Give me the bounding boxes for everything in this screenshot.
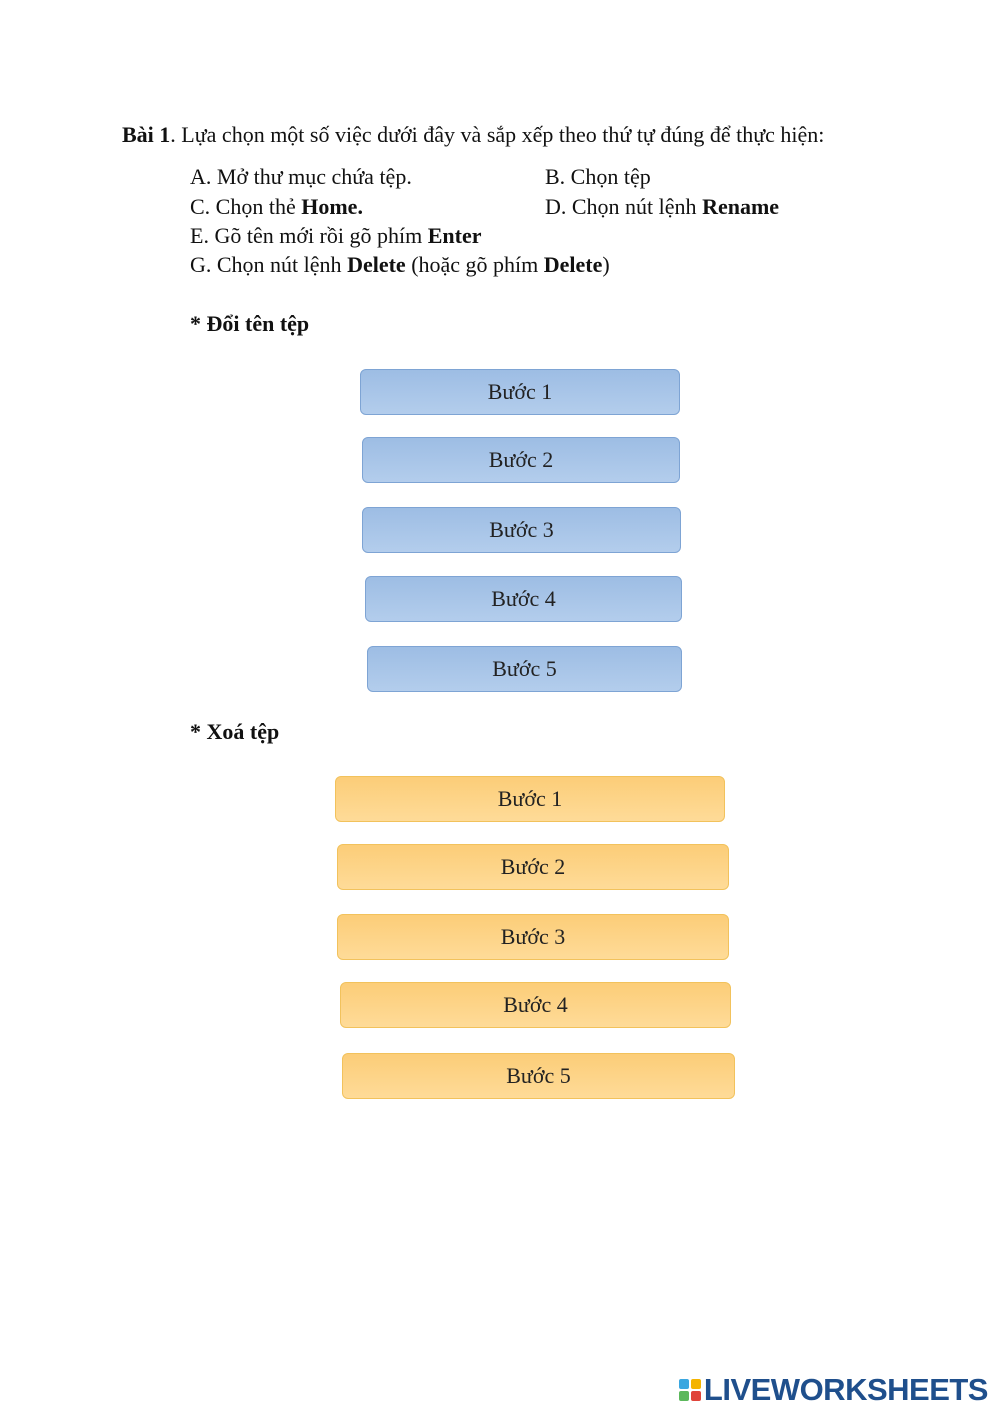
option-c: [190, 193, 363, 221]
logo-text: LIVEWORKSHEETS: [703, 1372, 988, 1407]
delete-step-4[interactable]: Bước 4: [340, 982, 731, 1028]
rename-step-3[interactable]: Bước 3: [362, 507, 681, 553]
delete-heading: * Xoá tệp: [190, 719, 280, 744]
option-a-text: A. Mở thư mục chứa tệp.: [190, 164, 412, 189]
delete-step-5[interactable]: Bước 5: [342, 1053, 735, 1099]
option-c-bold: Home.: [301, 194, 363, 219]
liveworksheets-logo-icon: [679, 1379, 701, 1401]
liveworksheets-logo[interactable]: [679, 1372, 988, 1408]
rename-step-2[interactable]: Bước 2: [362, 437, 680, 483]
rename-step-5[interactable]: Bước 5: [367, 646, 682, 692]
option-g-text2: (hoặc gõ phím: [405, 252, 544, 277]
option-e-text: E. Gõ tên mới rồi gõ phím: [190, 223, 428, 248]
option-g-bold: Delete: [347, 252, 406, 277]
option-e: [190, 222, 482, 250]
option-a: [190, 163, 412, 191]
option-b: [545, 163, 651, 191]
exercise-label: Bài 1: [122, 122, 171, 147]
option-g-bold2: Delete: [543, 252, 603, 277]
rename-step-4[interactable]: Bước 4: [365, 576, 682, 622]
option-g: [190, 251, 610, 279]
option-e-bold: Enter: [427, 223, 482, 248]
delete-step-1[interactable]: Bước 1: [335, 776, 725, 822]
option-c-text: C. Chọn thẻ: [190, 194, 302, 219]
option-g-text3: ): [602, 252, 610, 277]
option-b-text: B. Chọn tệp: [545, 164, 651, 189]
exercise-prompt: . Lựa chọn một số việc dưới đây và sắp xếp theo thứ tự đúng để thực hiện:: [170, 122, 825, 147]
option-g-text: G. Chọn nút lệnh: [190, 252, 348, 277]
rename-step-1[interactable]: Bước 1: [360, 369, 680, 415]
rename-heading: * Đổi tên tệp: [190, 311, 310, 336]
option-d-bold: Rename: [702, 194, 780, 219]
option-d: [545, 193, 779, 221]
delete-step-3[interactable]: Bước 3: [337, 914, 729, 960]
delete-step-2[interactable]: Bước 2: [337, 844, 729, 890]
exercise-title: [122, 121, 824, 149]
option-d-text: D. Chọn nút lệnh: [545, 194, 703, 219]
